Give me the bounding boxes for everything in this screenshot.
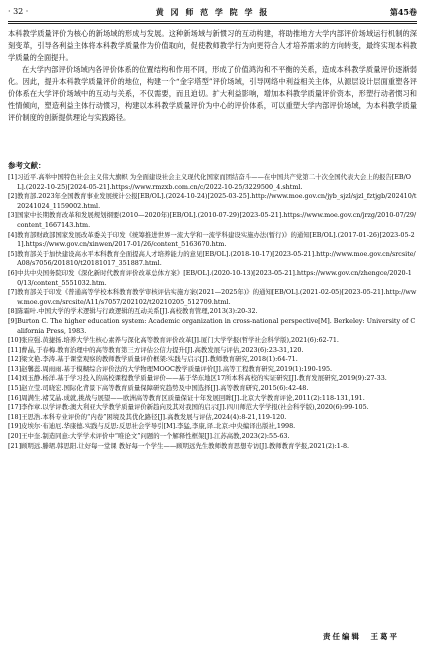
reference-text: 教育部关于印发《普通高等学校本科教育教学审核评估实施方案(2021—2025年)》的通知[EB/OL].(2021-02-05)[2023-05-21].http://www.moe.gov.cn/srcsite/A11/s7057/202102/t20210205_512709.html.: [17, 288, 417, 306]
header-rule-thin: [8, 23, 417, 24]
journal-title: 黄 冈 师 范 学 院 学 报: [155, 7, 270, 17]
reference-item: [8, 211, 417, 230]
reference-item: [8, 288, 417, 307]
reference-item: [8, 422, 417, 432]
reference-item: [8, 231, 417, 250]
body-paragraph: 本科教学质量评价为核心的新场域的形成与发展。这种新场域与新惯习的互动构建，将助推地方大学内部评价场域运行机制的深刻变革，引导各利益主体将本科教学质量作为价值取向，促使教师教学行为向更符合人才培养需求的方向转变，最终实现本科教学质量的全面提升。: [8, 29, 417, 62]
reference-number: [21]: [8, 441, 22, 450]
body-text: [8, 28, 417, 124]
issue-label: 第45卷: [389, 7, 417, 17]
reference-number: [12]: [8, 355, 22, 364]
reference-item: [8, 336, 417, 346]
reference-text: 皮埃尔·布迪厄.华康德.实践与反思:反思社会学导引[M].李猛,李康,译.北京:中央编译出版社,1998.: [21, 422, 296, 431]
reference-text: 王中奎.制造同意:大学学术评价中“唯论文”问题的一个解释性框架[J].江苏高教,2023(2):55-63.: [21, 432, 290, 441]
references-list: [8, 173, 417, 451]
reference-item: [8, 346, 417, 356]
reference-number: [13]: [8, 364, 22, 373]
reference-item: [8, 250, 417, 269]
responsible-editor: 责任编辑 王葛平: [323, 632, 399, 641]
reference-number: [11]: [8, 345, 22, 354]
reference-number: [3]: [8, 211, 18, 220]
reference-item: [8, 317, 417, 336]
reference-item: [8, 173, 417, 192]
reference-number: [10]: [8, 336, 22, 345]
reference-number: [16]: [8, 393, 22, 402]
body-paragraph: 在大学内部评价场域内各评价体系的位置结构和作用不同，形成了价值鸿沟和不平衡的关系，造成本科教学质量评价逐渐弱化。因此，提升本科教学质量评价的地位，构建一个“金字塔型”评价场域，引导网络中利益相关主体，从源层设计层面重塑各评价体系在大学评价场域中的互动与关系，不仅需要，而且迫切。扩大利益影响，增加本科教学质量评价资本，形塑行动者惯习和性情倾向，塑造利益主体行动惯习，构建以本科教学质量评价为中心的评价体系，可以重塑大学内部评价场域，为本科教学质量评价制度的创新提供理论与实践路径。: [8, 65, 417, 122]
reference-number: [6]: [8, 268, 18, 277]
reference-number: [19]: [8, 422, 22, 431]
reference-text: 中共中央国务院印发《深化新时代教育评价改革总体方案》[EB/OL].(2020-10-13)[2023-05-21].https://www.gov.cn/zhengce/2020-10/13/content_5551032.htm.: [17, 268, 412, 287]
reference-number: [17]: [8, 403, 22, 412]
reference-text: 习近平.高举中国特色社会主义伟大旗帜 为全面建设社会主义现代化国家而团结奋斗——在中国共产党第二十次全国代表大会上的报告[EB/OL].(2022-10-25)[2024-05-21].https://www.rmzxb.com.cn/c/2022-10-25/3229500_4.shtml.: [17, 173, 412, 191]
reference-item: [8, 442, 417, 452]
reference-item: [8, 192, 417, 211]
reference-number: [5]: [8, 249, 18, 258]
reference-item: [8, 269, 417, 288]
reference-item: [8, 403, 417, 413]
reference-number: [20]: [8, 432, 22, 441]
page-header: [8, 4, 417, 20]
reference-item: [8, 384, 417, 394]
references-heading: 参考文献：: [8, 161, 46, 170]
reference-item: [8, 374, 417, 384]
reference-number: [14]: [8, 374, 22, 383]
reference-text: 周满生.褚艾晶.成就,挑战与展望——欧洲高等教育区质量保证十年发展回眸[J].北京大学教育评论,2011(2):118-131,191.: [21, 393, 365, 402]
reference-item: [8, 355, 417, 365]
reference-item: [8, 413, 417, 423]
reference-number: [2]: [8, 192, 18, 201]
reference-number: [7]: [8, 288, 18, 297]
reference-text: Burton C. The higher education system: Academic organization in cross-national perspective[M]. Berkeley: University of California Press, 1983.: [17, 316, 416, 335]
reference-number: [9]: [8, 316, 18, 325]
reference-number: [4]: [8, 230, 18, 239]
reference-number: [8]: [8, 307, 18, 316]
reference-text: 教育部财政部国家发展改革委关于印发《统筹推进世界一流大学和一流学科建设实施办法(暂行)》的通知[EB/OL].(2017-01-26)[2023-05-21].https://www.gov.cn/xinwen/2017-01/26/content_5163670.htm.: [17, 230, 415, 249]
reference-item: [8, 307, 417, 317]
reference-number: [1]: [8, 173, 18, 181]
reference-text: 王思浩.本科专业评价的“内卷”困境及其优化路径[J].高教发展与评估,2024(4):8-21,119-120.: [21, 412, 287, 421]
header-rule: [8, 21, 417, 22]
reference-text: 李作章.以学评教:澳大利亚大学教学质量评价新趋向及其对我国的启示[J].四川师范大学学报(社会科学版),2020(6):99-105.: [21, 403, 369, 412]
reference-text: 教育部.2023年全国教育事业发展统计公报[EB/OL].(2024-10-24)[2025-03-25].http://www.moe.gov.cn/jyb_sjzl/sjzl_fztjgb/202410/t20241024_1159002.html.: [17, 192, 417, 210]
reference-text: 梁文艳.李涛.基于课堂观察的教师教学质量评价框架:实践与启示[J].教师教育研究,2018(1):64-71.: [21, 355, 298, 364]
reference-item: [8, 432, 417, 442]
reference-number: [18]: [8, 412, 22, 421]
reference-text: 陈霜叶.中国大学的学术逻辑与行政逻辑的互动关系[J].高校教育管理,2013(3):20-32.: [17, 307, 258, 316]
reference-text: 赵立莹.司晓宏.国际化背景下高等教育质量保障研究趋势及中国选择[J].高等教育研究,2015(6):42-48.: [21, 384, 309, 393]
reference-text: 国家中长期教育改革和发展规划纲要(2010—2020年)[EB/OL].(2010-07-29)[2023-05-21].https://www.moe.gov.cn/jrzg/2010-07/29/content_1667143.htm.: [17, 211, 417, 229]
reference-text: 刘玉静.杨洋.基于学习投入的高校课程教学质量评价——基于华东地区17所本科高校的实证研究[J].教育发展研究,2019(9):27-33.: [21, 374, 387, 383]
reference-text: 张应强.黄捷扬.培养大学生核心素养与深化高等教育评价改革[J].厦门大学学报(哲学社会科学版),2021(6):62-71.: [21, 336, 339, 345]
page-number: · 32 ·: [8, 7, 29, 16]
reference-text: 顾明远.滕珺.韩思阳.让好每一堂课 教好每一个学生——顾明远先生教师教育思想专访[J].教师教育学报,2021(2):1-8.: [21, 441, 350, 450]
reference-text: 曹晶,于春梅.教育治理中的高等教育第三方评估公信力提升[J].高教发展与评估,2023(6):23-31,120.: [21, 345, 304, 354]
reference-text: 教育部关于加快建设高水平本科教育全面提高人才培养能力的意见[EB/OL].(2018-10-17)[2023-05-21].http://www.moe.gov.cn/srcsite/A08/s7056/201810/t20181017_351887.html.: [17, 249, 416, 268]
reference-number: [15]: [8, 384, 22, 393]
reference-text: 赵馨蕊.周雨雨.基于模糊综合评价法的大学物理MOOC教学质量评价[J].高等工程教育研究,2019(1):190-195.: [21, 364, 333, 373]
reference-item: [8, 394, 417, 404]
